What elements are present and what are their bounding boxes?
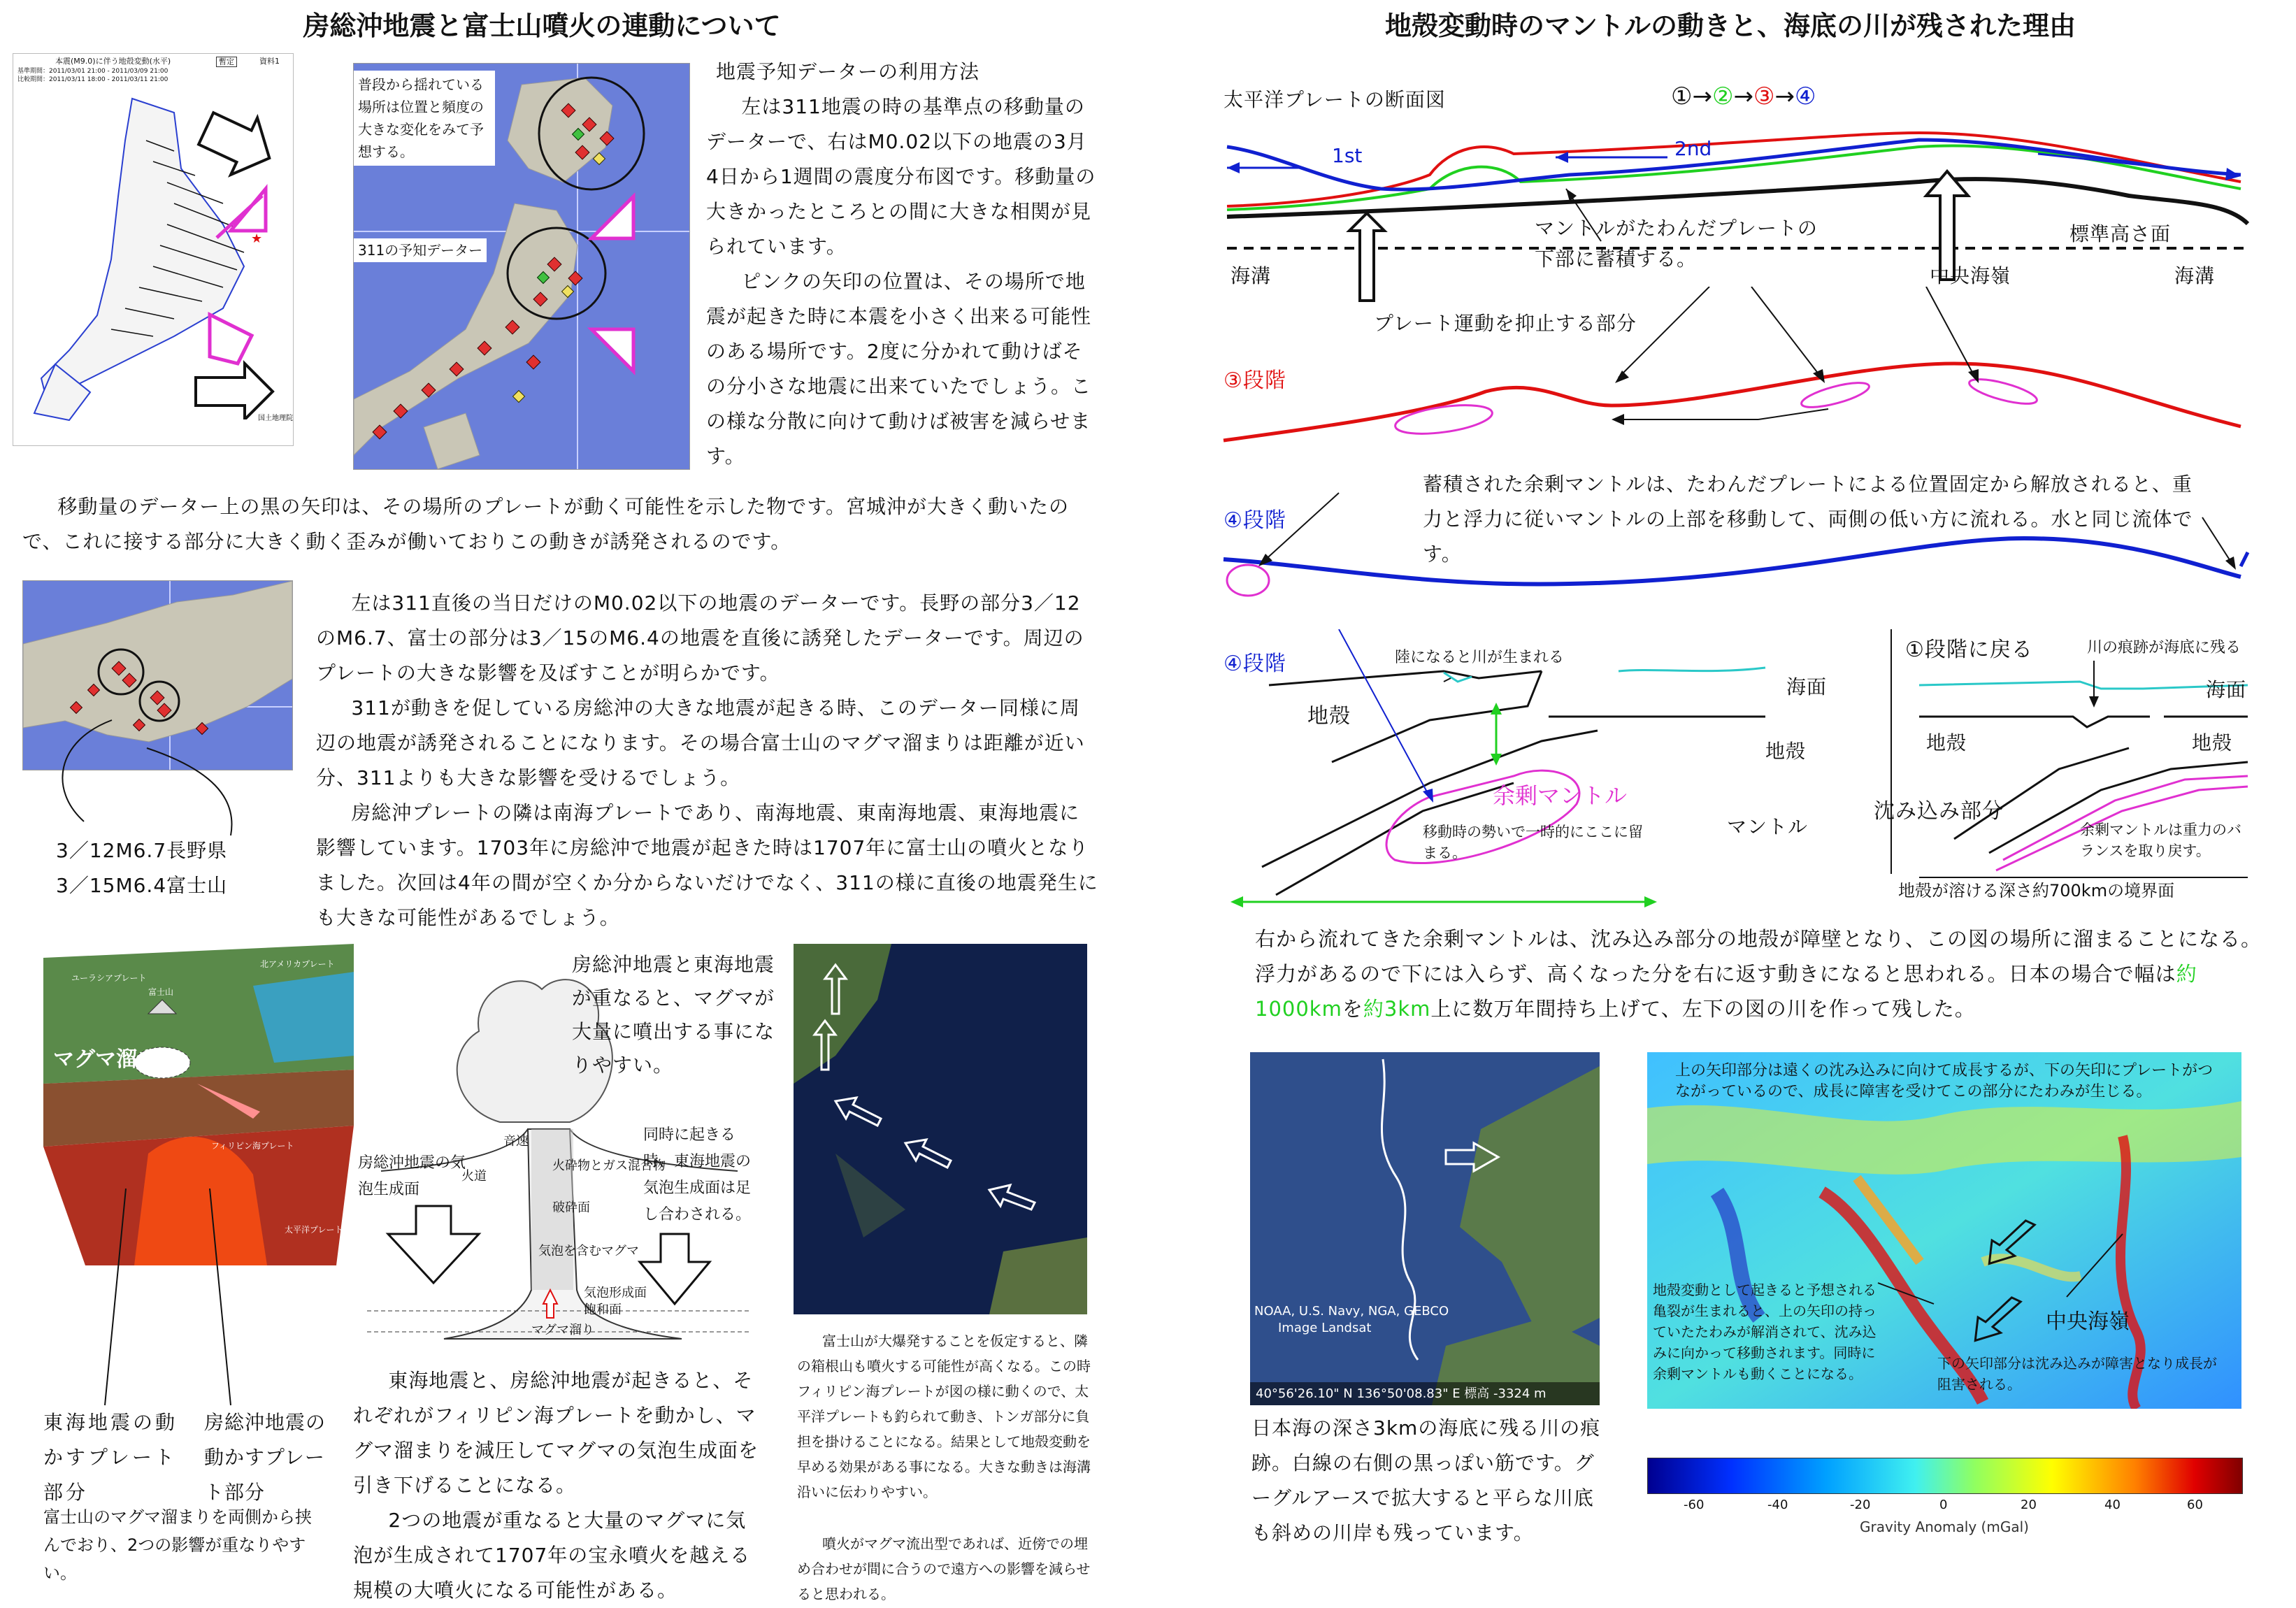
left-title: 房総沖地震と富士山噴火の連動について (303, 10, 781, 41)
grav-top-note: 上の矢印部分は遠くの沈み込みに向けて成長するが、下の矢印にプレートがつながっているので、成長に障害を受けてこの部分にたわみが生じる。 (1675, 1062, 2214, 1100)
colorbar-ticks (1647, 1496, 2241, 1517)
sea-surface-label-2: 海面 (2206, 678, 2247, 701)
model-label-magma: マグマ溜まり (53, 1047, 179, 1072)
map-header-doc: 資料1 (259, 57, 280, 66)
pink-arrow-icon (217, 189, 266, 238)
colorbar (1647, 1458, 2243, 1494)
pink-arrow-icon-2 (210, 315, 252, 364)
right-title: 地殻変動時のマントルの動きと、海底の川が残された理由 (1384, 10, 2076, 41)
section1-p1: 左は311地震の時の基準点の移動量のデーターで、右はM0.02以下の地震の3月4日から1週間の震度分布図です。移動量の大きかったところとの間に大きな相関が見られています。 (706, 95, 1096, 258)
annot-quake-map: 普段から揺れている場所は位置と頻度の大きな変化をみて予想する。 (354, 71, 495, 166)
paragraph-6: 房総沖プレートの隣は南海プレートであり、南海地震、東南海地震、東海地震に影響しています。1703年に房総沖で地震が起きた時は1707年に富士山の噴火となりました。次回は4年の間が空くか分からないだけでなく、311の様に直後の地震発生にも大きな可能性があるでしょう。 (316, 801, 1098, 929)
down-arrow-icon-2 (640, 1234, 710, 1304)
seq-4: ④ (1794, 82, 1816, 110)
label-boso-part: 房総沖地震の動かすプレート部分 (204, 1411, 327, 1504)
volcano-right-note: 同時に起きる時、東海地震の気泡生成面は足し合わされる。 (643, 1126, 752, 1223)
surplus-mantle-label: 余剰マントル (1493, 782, 1628, 809)
bottom-paragraph (1255, 921, 2276, 1026)
volcano-label-1: 火道 (461, 1169, 487, 1184)
paragraph-4: 左は311直後の当日だけのM0.02以下の地震のデーターです。長野の部分3／12のM6.7、富士の部分は3／15のM6.4の地震を直後に誘発したデーターです。周辺のプレートの大きな影響を及ぼすことが明らかです。 (316, 591, 1084, 684)
map-header-line4: 国土地理院 (258, 415, 293, 422)
sea-coords: 40°56'26.10" N 136°50'08.83" E 標高 -3324 m (1250, 1382, 1600, 1405)
volcano-label-0: 音速 (503, 1134, 529, 1149)
map-header-line3: 比較期間：2011/03/11 18:00 - 2011/03/11 21:00 (17, 76, 168, 83)
epicenter-star-icon: ★ (251, 231, 263, 246)
bottom-p2: を (1342, 997, 1363, 1021)
map-header-badge: 暫定 (216, 57, 237, 67)
colorbar-tick-0: -60 (1684, 1498, 1705, 1512)
colorbar-label: Gravity Anomaly (mGal) (1860, 1519, 2029, 1535)
label-nagano: 3／12M6.7長野県 (56, 839, 228, 862)
sea-credit-1: NOAA, U.S. Navy, NGA, GEBCO (1254, 1304, 1449, 1319)
sea-surface-label: 海面 (1786, 675, 1828, 698)
section1-p2: ピンクの矢印の位置は、その場所で地震が起きた時に本震を小さく出来る可能性のある場所です。2度に分かれて動けばその分小さな地震に出来ていたでしょう。この様な分散に向けて動けば被害を減らせます。 (706, 270, 1092, 468)
volcano-heading: 房総沖地震と東海地震が重なると、マグマが大量に噴出する事になりやすい。 (572, 953, 775, 1077)
white-arrow-icon-5 (989, 1185, 1035, 1209)
seq-2: ② (1712, 82, 1734, 110)
volcano-label-6: 飽和面 (584, 1302, 622, 1317)
model-label-fuji: 富士山 (148, 987, 174, 997)
annot-311: 311の予知データー (354, 238, 487, 262)
pacific-satellite-image (794, 944, 1087, 1314)
suppress-note: プレート運動を抑止する部分 (1374, 312, 1637, 335)
stage4b-label: ④段階 (1224, 652, 1286, 676)
crust-label-4: 地殻 (2192, 731, 2233, 754)
colorbar-tick-5: 40 (2104, 1498, 2121, 1512)
paragraph-7: 東海地震と、房総沖地震が起きると、それぞれがフィリピン海プレートを動かし、マグマ溜まりを減圧してマグマの気泡生成面を引き下げることになる。 (353, 1369, 759, 1497)
bottom-p3: 上に数万年間持ち上げて、左下の図の川を作って残した。 (1430, 997, 1976, 1021)
pink-arrows (577, 189, 647, 399)
gravity-anomaly-map (1647, 1052, 2241, 1409)
volcano-label-5: 気泡形成面 (584, 1286, 647, 1300)
grav-ridge-label: 中央海嶺 (2046, 1309, 2130, 1334)
stage-sequence (1671, 82, 1816, 110)
colorbar-tick-4: 20 (2021, 1498, 2037, 1512)
grav-bottom-note: 下の矢印部分は沈み込みが障害となり成長が阻害される。 (1937, 1355, 2217, 1393)
map-header-line1: 本震(M9.0)に伴う地殻変動(水平) (55, 57, 171, 66)
mantle-label: マントル (1727, 815, 1809, 838)
label-1st: 1st (1332, 144, 1363, 167)
paragraph-3: 移動量のデーター上の黒の矢印は、その場所のプレートが動く可能性を示した物です。宮城沖が大きく動いたので、これに接する部分に大きく動く歪みが働いておりこの動きが誘発されるのです。 (22, 495, 1070, 553)
width-value: 約1000km (1255, 962, 2197, 1021)
satellite-note-2: 噴火がマグマ流出型であれば、近傍での埋め合わせが間に合うので遠方への影響を減らせると思われる。 (797, 1535, 1091, 1602)
boundary-note: 地殻が溶ける深さ約700kmの境界面 (1898, 881, 2175, 900)
subduct-label: 沈み込み部分 (1874, 799, 2004, 824)
section1-heading: 地震予知データーの利用方法 (716, 60, 980, 83)
volcano-label-2: 火砕物とガス混合物 (552, 1158, 666, 1173)
model-label-na: 北アメリカプレート (260, 959, 335, 969)
trench-right: 海溝 (2174, 264, 2216, 287)
label-fuji: 3／15M6.4富士山 (56, 874, 228, 897)
note-magma: 富士山のマグマ溜まりを両側から挟んでおり、2つの影響が重なりやすい。 (43, 1507, 312, 1583)
section1 (706, 55, 1098, 474)
map-header-line2: 基準期間：2011/03/01 21:00 - 2011/03/09 21:00 (17, 68, 168, 75)
sea-of-japan-image (1250, 1052, 1600, 1405)
sea-caption: 日本海の深さ3kmの海底に残る川の痕跡。白線の右側の黒っぽい筋です。グーグルアースで拡大すると平らな川底も斜めの川岸も残っています。 (1251, 1416, 1601, 1544)
crust-label-3: 地殻 (1926, 731, 1967, 754)
section3 (353, 1363, 766, 1608)
down-arrow-icon (388, 1206, 479, 1283)
height-value: 約3km (1363, 997, 1431, 1021)
model-label-ph: フィリピン海プレート (211, 1141, 294, 1151)
surplus-balance-note: 余剰マントルは重力のバランスを取り戻す。 (2080, 821, 2241, 859)
colorbar-tick-2: -20 (1850, 1498, 1871, 1512)
section2 (316, 586, 1099, 935)
section-label: 太平洋プレートの断面図 (1224, 88, 1446, 111)
crust-label-2: 地殻 (1765, 740, 1807, 763)
map-arrows (189, 105, 294, 419)
paragraph-8: 2つの地震が重なると大量のマグマに気泡が生成されて1707年の宝永噴火を越える規模の大噴火になる可能性がある。 (353, 1509, 751, 1602)
back-stage1-label: ①段階に戻る (1905, 638, 2033, 662)
seq-arrow-1: → (1692, 82, 1712, 110)
sea-credit-2: Image Landsat (1278, 1321, 1372, 1335)
grav-left-note: 地殻変動として起きると予想される亀裂が生まれると、上の矢印の持っていたたわみが解消されて、沈み込みに向かって移動されます。同時に余剰マントルも動くことになる。 (1653, 1282, 1877, 1382)
leader-lines (28, 671, 308, 846)
seq-arrow-2: → (1733, 82, 1753, 110)
quake-distribution-map (353, 63, 690, 470)
pink-arrow-icon-3 (591, 196, 633, 238)
volcano-label-7: マグマ溜り (531, 1323, 594, 1337)
model-label-pa: 太平洋プレート (285, 1225, 343, 1235)
river-born-note: 陸になると川が生まれる (1395, 649, 1565, 666)
seq-arrow-3: → (1774, 82, 1795, 110)
stage3-label: ③段階 (1224, 368, 1286, 393)
label-2nd: 2nd (1674, 137, 1712, 160)
white-arrow-icon-4 (905, 1140, 951, 1168)
paragraph-5: 311が動きを促している房総沖の大きな地震が起きる時、このデーター同様に周辺の地震が誘発されることになります。その場合富士山のマグマ溜まりは距離が近い分、311よりも大きな影響を受けるでしょう。 (316, 696, 1085, 789)
bottom-p1: 右から流れてきた余剰マントルは、沈み込み部分の地殻が障壁となり、この図の場所に溜まることになる。浮力があるので下には入らず、高くなった分を右に返す動きになると思われる。日本の場合で幅は (1255, 927, 2262, 986)
temp-stay-note: 移動時の勢いで一時的にここに留まる。 (1423, 824, 1643, 861)
colorbar-tick-1: -40 (1767, 1498, 1788, 1512)
satellite-note: 富士山が大爆発することを仮定すると、隣の箱根山も噴火する可能性が高くなる。この時フィリピン海プレートが図の様に動くので、太平洋プレートも釣られて動き、トンガ部分に負担を掛けることになる。結果として地殻変動を早める効果がある事になる。大きな動きは海溝沿いに伝わりやすい。 (797, 1333, 1091, 1500)
seq-1: ① (1671, 82, 1693, 110)
volcano-label-3: 破砕面 (552, 1200, 590, 1215)
ridge-label: 中央海嶺 (1930, 264, 2011, 287)
standard-height: 標準高さ面 (2069, 222, 2172, 245)
trench-left: 海溝 (1230, 264, 1272, 287)
white-arrow-icon-3 (835, 1098, 881, 1126)
colorbar-tick-6: 60 (2187, 1498, 2203, 1512)
label-tokai-part: 東海地震の動かすプレート部分 (43, 1411, 178, 1504)
volcano-label-4: 気泡を含むマグマ (538, 1244, 639, 1258)
seq-3: ③ (1753, 82, 1775, 110)
crust-label: 地殻 (1307, 704, 1351, 728)
volcano-left-note: 房総沖地震の気泡生成面 (358, 1154, 466, 1198)
mantle-bend-note: マントルがたわんだプレートの下部に蓄積する。 (1535, 217, 1818, 271)
model-label-eurasia: ユーラシアプレート (71, 973, 147, 983)
explain-note: 蓄積された余剰マントルは、たわんだプレートによる位置固定から解放されると、重力と浮力に従いマントルの上部を移動して、両側の低い方に流れる。水と同じ流体です。 (1423, 473, 2193, 566)
black-arrow-icon (193, 105, 283, 187)
colorbar-tick-3: 0 (1939, 1498, 1948, 1512)
stage4-label: ④段階 (1224, 508, 1286, 533)
river-trace-note: 川の痕跡が海底に残る (2087, 639, 2241, 656)
black-arrow-icon-2 (196, 364, 273, 419)
pink-arrow-icon-4 (591, 329, 633, 371)
model-leaders (70, 1189, 266, 1412)
